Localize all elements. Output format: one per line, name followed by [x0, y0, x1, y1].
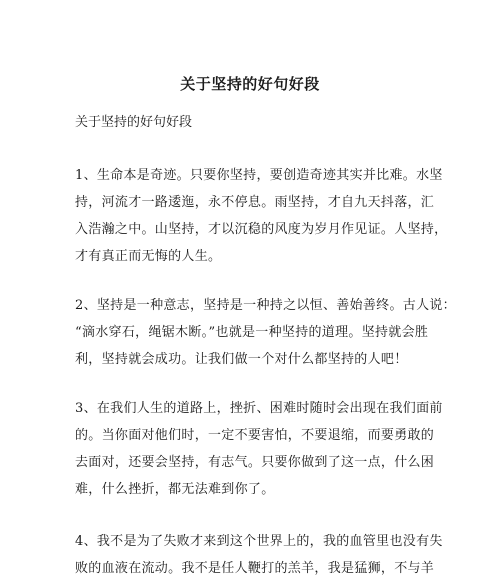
document-title: 关于坚持的好句好段 [180, 75, 320, 93]
paragraph-line: 利，坚持就会成功。让我们做一个对什么都坚持的人吧！ [75, 352, 408, 367]
paragraph-1 [75, 162, 448, 270]
paragraph-line: 持，河流才一路逶迤，永不停息。雨坚持，才自九天抖落，汇 [75, 195, 435, 210]
document-subtitle: 关于坚持的好句好段 [75, 115, 193, 130]
paragraph-line: 难，什么挫折，都无法难到你了。 [75, 482, 275, 497]
paragraph-3 [75, 395, 443, 503]
paragraph-line: 3、在我们人生的道路上，挫折、困难时随时会出现在我们面前 [75, 401, 443, 416]
paragraph-2 [75, 292, 456, 373]
paragraph-line: 的。当你面对他们时，一定不要害怕，不要退缩，而要勇敢的 [75, 428, 435, 443]
paragraph-4 [75, 528, 443, 582]
paragraph-line: 1、生命本是奇迹。只要你坚持，要创造奇迹其实并比难。水坚 [75, 168, 443, 183]
paragraph-line: 2、坚持是一种意志，坚持是一种持之以恒、善始善终。古人说： [75, 298, 456, 313]
paragraph-line: 败的血液在流动。我不是任人鞭打的羔羊，我是猛狮，不与羊 [75, 561, 435, 576]
paragraph-line: 去面对，还要会坚持，有志气。只要你做到了这一点，什么困 [75, 455, 435, 470]
paragraph-line: 才有真正而无悔的人生。 [75, 249, 222, 264]
paragraph-line: “滴水穿石，绳锯木断。”也就是一种坚持的道理。坚持就会胜 [75, 325, 429, 340]
paragraph-line: 入浩瀚之中。山坚持，才以沉稳的风度为岁月作见证。人坚持， [75, 222, 448, 237]
paragraph-line: 4、我不是为了失败才来到这个世界上的，我的血管里也没有失 [75, 534, 443, 549]
